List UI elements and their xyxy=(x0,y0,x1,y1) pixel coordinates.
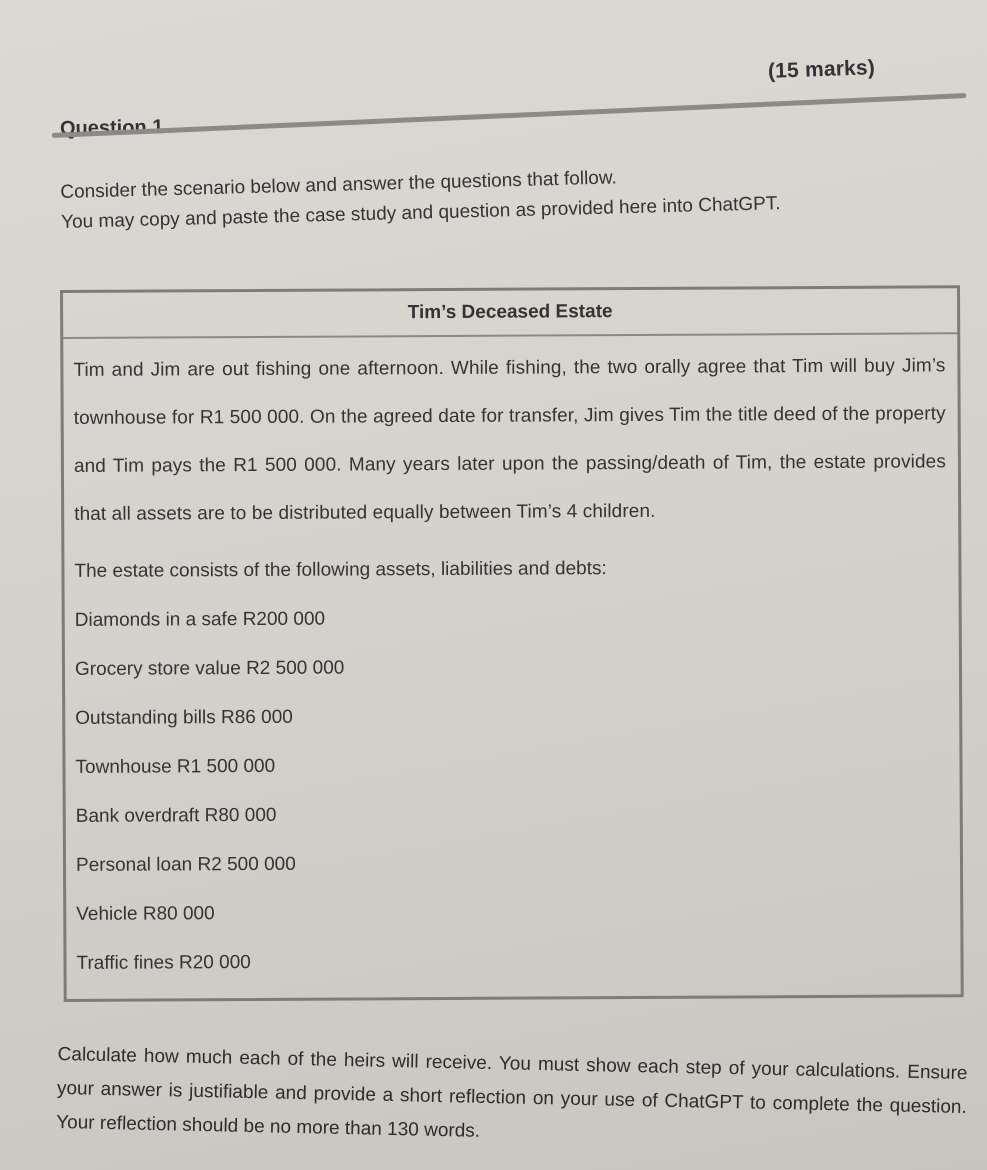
estate-item-amount: R80 000 xyxy=(204,804,277,827)
estate-item-label: Traffic fines xyxy=(76,952,174,974)
estate-item-label: Diamonds in a safe xyxy=(74,609,238,631)
estate-item-amount: R1 500 000 xyxy=(176,755,276,778)
estate-item-amount: R2 500 000 xyxy=(246,657,345,680)
case-study-title: Tim’s Deceased Estate xyxy=(63,288,957,339)
estate-item xyxy=(76,836,948,890)
task-instructions xyxy=(56,1038,968,1159)
estate-item xyxy=(75,738,947,792)
intro-line: Consider the scenario below and answer the questions that follow. xyxy=(60,167,618,203)
estate-item-label: Outstanding bills xyxy=(75,707,216,729)
estate-item xyxy=(76,787,948,841)
estate-item xyxy=(76,885,948,939)
estate-item xyxy=(76,934,948,988)
case-study-paragraph: Tim and Jim are out fishing one afternoon. While fishing, the two orally agree that Tim will buy Jim’s townhouse for R1 500 000. On the agreed date for transfer, Jim gives Tim the title deed of the property and Tim pays the R1 500 000. Many years later upon the passing/death of Tim, the estate provides that all assets are to be distributed equally between Tim’s 4 children. xyxy=(73,355,946,525)
marks-label: (15 marks) xyxy=(767,56,876,83)
estate-item xyxy=(75,640,947,694)
case-study-body xyxy=(63,334,960,988)
header-divider xyxy=(52,93,966,138)
instructions-text: Calculate how much each of the heirs will receive. You must show each step of your calculations. Ensure your answer is justifiable and provide a short reflection on your use of ChatGPT to complete the question. Your reflection should be no more than 130 words. xyxy=(56,1043,968,1142)
estate-item-label: Grocery store value xyxy=(74,658,241,680)
intro-text xyxy=(60,159,781,238)
estate-item-label: Townhouse xyxy=(75,756,172,778)
estate-item-amount: R86 000 xyxy=(220,706,293,729)
estate-item-label: Personal loan xyxy=(75,854,193,876)
estate-item xyxy=(75,591,947,645)
intro-line: You may copy and paste the case study and question as provided here into ChatGPT. xyxy=(60,193,781,233)
estate-item xyxy=(75,689,947,743)
case-study-box xyxy=(60,285,964,1002)
estate-item-amount: R80 000 xyxy=(142,903,215,925)
estate-list-intro: The estate consists of the following assets, liabilities and debts: xyxy=(74,558,607,582)
estate-item-label: Vehicle xyxy=(76,903,138,925)
estate-items-list xyxy=(75,591,949,988)
estate-item-label: Bank overdraft xyxy=(75,805,200,827)
question-title: Question 1 xyxy=(59,116,164,140)
estate-item-amount: R200 000 xyxy=(242,608,326,631)
estate-item-amount: R20 000 xyxy=(178,952,251,974)
estate-item-amount: R2 500 000 xyxy=(197,853,296,876)
